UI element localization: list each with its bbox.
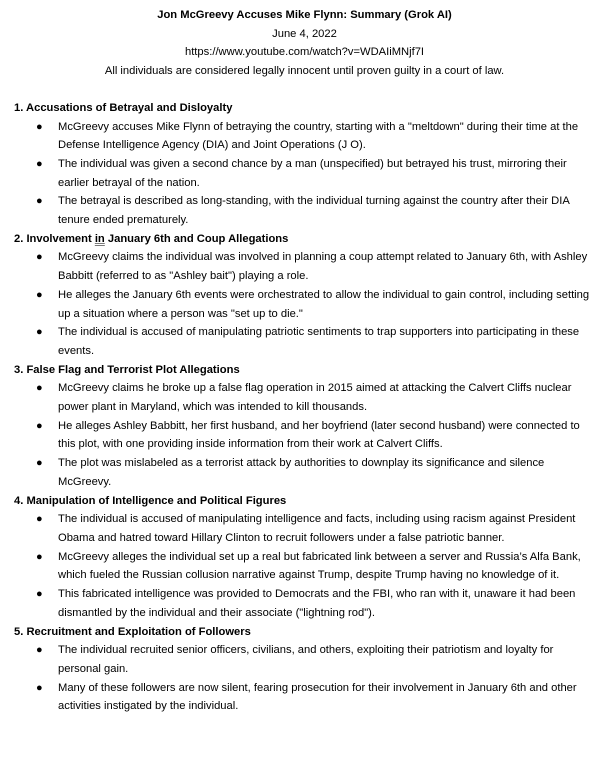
header-spacer: [14, 81, 595, 99]
bullet-text: The betrayal is described as long-standing, with the individual turning against the country after their DIA tenure ended prematurely.: [58, 195, 570, 227]
bullet-text: He alleges the January 6th events were orchestrated to allow the individual to gain control, including setting up a situation where a person was "set up to die.": [58, 288, 590, 320]
list-item: [14, 379, 595, 416]
bullet-text: The individual is accused of manipulating intelligence and facts, including using racism against President Obama and hatred toward Hillary Clinton to recruit followers under a false patriotic banner.: [58, 513, 576, 544]
bullet-list: [14, 510, 595, 622]
bullet-icon: ●: [36, 195, 43, 208]
section-january-6th: [14, 230, 595, 361]
list-item: [14, 155, 595, 192]
document-header: [14, 6, 595, 81]
bullet-text: The plot was mislabeled as a terrorist attack by authorities to downplay its significance and silence McGreevy.: [58, 457, 545, 488]
bullet-icon: ●: [36, 681, 43, 694]
section-heading: 5. Recruitment and Exploitation of Followers: [14, 625, 251, 638]
section-betrayal: [14, 99, 595, 230]
bullet-list: [14, 641, 595, 716]
list-item: [14, 248, 595, 285]
section-heading: [14, 230, 595, 249]
bullet-icon: ●: [36, 513, 43, 526]
bullet-text: The individual recruited senior officers, civilians, and others, exploiting their patriotism and loyalty for personal gain.: [58, 644, 554, 675]
section-recruitment: [14, 623, 595, 717]
bullet-list: [14, 248, 595, 360]
bullet-text: McGreevy alleges the individual set up a real but fabricated link between a server and Russia’s Alfa Bank, which fueled the Russian collusion narrative against Trump, despite Trump having no knowledge of it.: [58, 550, 581, 582]
list-item: [14, 454, 595, 491]
list-item: [14, 510, 595, 547]
bullet-icon: ●: [36, 120, 43, 133]
bullet-icon: ●: [36, 550, 43, 563]
bullet-icon: ●: [36, 588, 43, 601]
bullet-text: McGreevy claims the individual was involved in planning a coup attempt related to January 6th, with Ashley Babbitt (referred to as "Ashley bait") playing a role.: [58, 251, 588, 283]
bullet-icon: ●: [36, 382, 43, 395]
bullet-icon: ●: [36, 419, 43, 432]
list-item: [14, 417, 595, 454]
bullet-list: [14, 118, 595, 230]
bullet-list: [14, 379, 595, 491]
list-item: [14, 286, 595, 323]
bullet-text: The individual is accused of manipulating patriotic sentiments to trap supporters into participating in these events.: [58, 326, 580, 357]
section-manipulation: [14, 492, 595, 623]
bullet-icon: ●: [36, 157, 43, 170]
section-heading-part: 2. Involvement: [14, 232, 95, 245]
bullet-icon: ●: [36, 644, 43, 657]
bullet-text: The individual was given a second chance by a man (unspecified) but betrayed his trust, mirroring their earlier betrayal of the nation.: [58, 157, 567, 189]
section-false-flag: [14, 361, 595, 492]
section-heading: 3. False Flag and Terrorist Plot Allegations: [14, 363, 240, 376]
legal-disclaimer: All individuals are considered legally innocent until proven guilty in a court of law.: [104, 65, 505, 78]
section-heading: 1. Accusations of Betrayal and Disloyalty: [14, 101, 233, 114]
list-item: [14, 548, 595, 585]
list-item: [14, 323, 595, 360]
list-item: [14, 118, 595, 155]
source-url: https://www.youtube.com/watch?v=WDAIiMNjf7I: [184, 46, 425, 59]
list-item: [14, 192, 595, 229]
bullet-icon: ●: [36, 326, 43, 339]
bullet-text: He alleges Ashley Babbitt, her first husband, and her boyfriend (later second husband) were connected to this plot, with one providing inside information from their work at Calvert Cliffs.: [58, 419, 580, 451]
list-item: [14, 585, 595, 622]
bullet-text: Many of these followers are now silent, fearing prosecution for their involvement in January 6th and other activities instigated by the individual.: [58, 681, 577, 713]
bullet-icon: ●: [36, 251, 43, 264]
section-heading-part: January 6th and Coup Allegations: [104, 232, 289, 245]
bullet-icon: ●: [36, 288, 43, 301]
list-item: [14, 641, 595, 678]
document-date: June 4, 2022: [272, 27, 337, 40]
bullet-icon: ●: [36, 457, 43, 470]
bullet-text: McGreevy accuses Mike Flynn of betraying the country, starting with a "meltdown" during their time at the Defense Intelligence Agency (DIA) and Joint Operations (J O).: [58, 120, 579, 152]
document-title: Jon McGreevy Accuses Mike Flynn: Summary (Grok AI): [157, 9, 452, 21]
list-item: [14, 679, 595, 716]
grammar-flagged-word: in: [94, 232, 105, 245]
bullet-text: McGreevy claims he broke up a false flag operation in 2015 aimed at attacking the Calvert Cliffs nuclear power plant in Maryland, which was intended to kill thousands.: [58, 382, 572, 414]
section-heading: 4. Manipulation of Intelligence and Political Figures: [14, 494, 287, 507]
bullet-text: This fabricated intelligence was provided to Democrats and the FBI, who ran with it, unaware it had been dismantled by the individual and their associate ("lightning rod").: [58, 588, 576, 619]
